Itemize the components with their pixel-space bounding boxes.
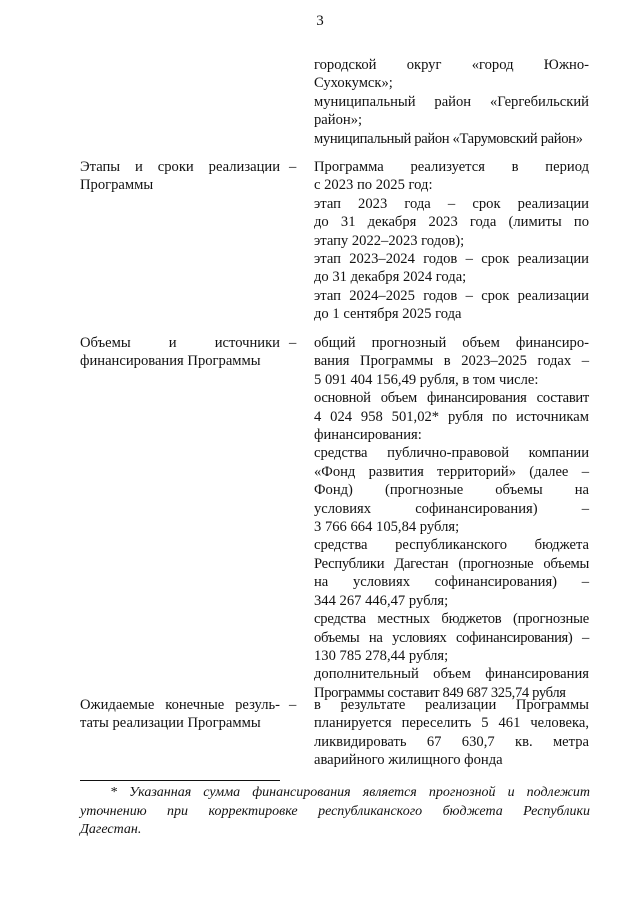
value-line: до 31 декабря 2024 года; xyxy=(314,269,467,286)
value-line: средства республиканского бюджета xyxy=(314,537,589,554)
value-line: муниципальный район «Гергебильский xyxy=(314,93,589,110)
label-dash: – xyxy=(289,697,297,713)
value-line: городской округ «город Южно- xyxy=(314,57,589,73)
value-line: этап 2023–2024 годов – срок реализации xyxy=(314,251,589,268)
value-line: этап 2023 года – срок реализации xyxy=(314,195,589,212)
label-line: Этапы и сроки реализации xyxy=(80,159,280,175)
value-line: 4 024 958 501,02* рубля по источникам xyxy=(314,408,589,425)
label-line: финансирования Программы xyxy=(80,353,261,370)
label-line: Ожидаемые конечные резуль- xyxy=(80,697,280,713)
value-line: Сухокумск»; xyxy=(314,75,393,92)
funding-label xyxy=(80,334,280,371)
label-dash: – xyxy=(289,159,297,175)
label-line: таты реализации Программы xyxy=(80,715,261,732)
footnote-line: Дагестан. xyxy=(80,822,142,837)
value-line: финансирования: xyxy=(314,427,422,444)
stages-label xyxy=(80,158,280,195)
value-line: до 1 сентября 2025 года xyxy=(314,306,462,323)
value-line: объемы на условиях софинансирования) – xyxy=(314,629,589,646)
results-label xyxy=(80,696,280,733)
value-line: район»; xyxy=(314,112,363,129)
value-line: общий прогнозный объем финансиро- xyxy=(314,335,589,351)
value-line: условиях софинансирования) – xyxy=(314,500,589,517)
value-line: 5 091 404 156,49 рубля, в том числе: xyxy=(314,371,539,388)
footnote xyxy=(80,784,590,840)
results-value xyxy=(314,696,589,770)
value-line: Фонд) (прогнозные объемы на xyxy=(314,482,589,499)
label-dash: – xyxy=(289,335,297,351)
participants-value xyxy=(314,56,589,148)
value-line: дополнительный объем финансирования xyxy=(314,666,589,683)
value-line: аварийного жилищного фонда xyxy=(314,752,503,769)
footnote-line: * Указанная сумма финансирования является прогнозной и подлежит xyxy=(110,785,590,800)
value-line: в результате реализации Программы xyxy=(314,697,589,713)
value-line: муниципальный район «Тарумовский район» xyxy=(314,130,583,147)
footnote-separator xyxy=(80,780,280,781)
value-line: 130 785 278,44 рубля; xyxy=(314,647,449,664)
value-line: с 2023 по 2025 год: xyxy=(314,177,433,194)
value-line: 3 766 664 105,84 рубля; xyxy=(314,519,460,536)
value-line: этапу 2022–2023 годов); xyxy=(314,232,465,249)
value-line: Республики Дагестан (прогнозные объемы xyxy=(314,555,589,572)
value-line: на условиях софинансирования) – xyxy=(314,574,589,591)
funding-value xyxy=(314,334,589,702)
label-line: Объемы и источники xyxy=(80,335,280,351)
value-line: Программы составит 849 687 325,74 рубля xyxy=(314,684,566,701)
value-line: 344 267 446,47 рубля; xyxy=(314,592,449,609)
value-line: ликвидировать 67 630,7 кв. метра xyxy=(314,733,589,750)
page-number: 3 xyxy=(316,13,324,29)
value-line: Программа реализуется в период xyxy=(314,159,589,175)
value-line: этап 2024–2025 годов – срок реализации xyxy=(314,287,589,304)
stages-value xyxy=(314,158,589,324)
label-line: Программы xyxy=(80,177,154,194)
value-line: средства публично-правовой компании xyxy=(314,445,589,462)
value-line: до 31 декабря 2023 года (лимиты по xyxy=(314,214,589,231)
value-line: вания Программы в 2023–2025 годах – xyxy=(314,353,589,370)
value-line: «Фонд развития территорий» (далее – xyxy=(314,463,589,480)
value-line: основной объем финансирования составит xyxy=(314,390,589,407)
value-line: планируется переселить 5 461 человека, xyxy=(314,715,589,732)
footnote-line: уточнению при корректировке республиканского бюджета Республики xyxy=(80,803,590,819)
value-line: средства местных бюджетов (прогнозные xyxy=(314,611,589,628)
